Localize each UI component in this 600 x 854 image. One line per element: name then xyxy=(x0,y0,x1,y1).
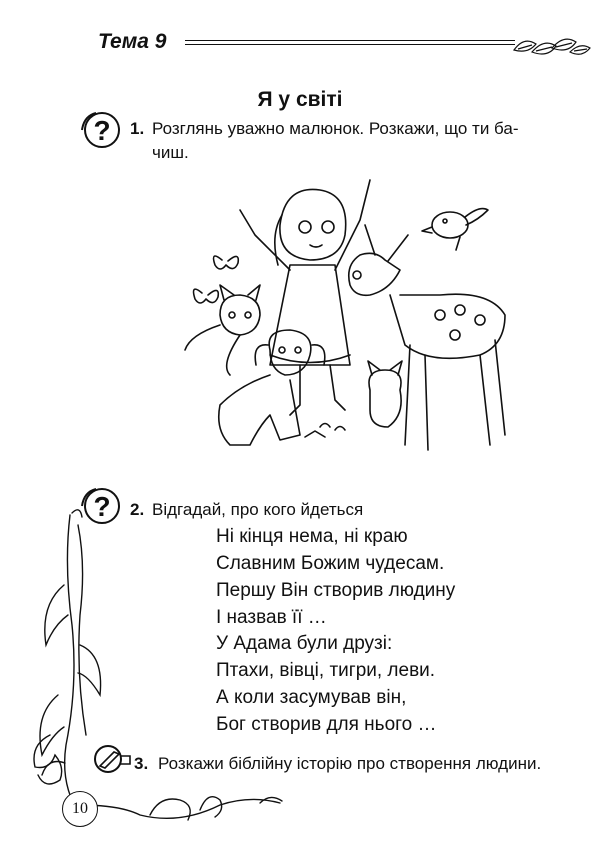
deer-figure xyxy=(349,225,505,450)
riddle-line: А коли засумував він, xyxy=(216,687,407,708)
task-1-text xyxy=(152,117,592,165)
kitten-figure xyxy=(368,361,402,427)
question-mark-icon xyxy=(80,110,120,150)
cat-figure xyxy=(185,285,260,375)
flower-border-icon xyxy=(20,505,330,845)
riddle-line: Першу Він створив людину xyxy=(216,580,456,601)
illustration-girl-with-animals xyxy=(160,165,520,465)
task-1-number: 1. xyxy=(130,119,145,138)
svg-text:?: ? xyxy=(93,491,111,522)
bird-figure xyxy=(422,209,488,250)
riddle-line: І назвав її … xyxy=(216,607,327,628)
riddle-line: Бог створив для нього … xyxy=(216,714,437,735)
svg-text:?: ? xyxy=(93,115,111,146)
task-1-line-2: чиш. xyxy=(152,143,189,162)
topic-label: Тема 9 xyxy=(98,30,167,53)
task-2-number: 2. xyxy=(130,500,145,519)
riddle-line: Птахи, вівці, тигри, леви. xyxy=(216,660,436,681)
page-title: Я у світі xyxy=(257,88,343,111)
riddle-line: Ні кінця нема, ні краю xyxy=(216,526,408,547)
task-3-text: Розкажи біблійну історію про створення людини. xyxy=(158,754,542,773)
task-3-number: 3. xyxy=(134,754,149,773)
page-number: 10 xyxy=(62,791,98,827)
header-rule xyxy=(185,40,515,48)
task-2-text: Відгадай, про кого йдеться xyxy=(152,500,364,519)
riddle-line: У Адама були друзі: xyxy=(216,633,393,654)
riddle-line: Славним Божим чудесам. xyxy=(216,553,445,574)
puppy-figure xyxy=(219,330,325,445)
leaves-decoration-icon xyxy=(510,30,592,60)
task-1-line-1: Розглянь уважно малюнок. Розкажи, що ти ба- xyxy=(152,119,519,138)
